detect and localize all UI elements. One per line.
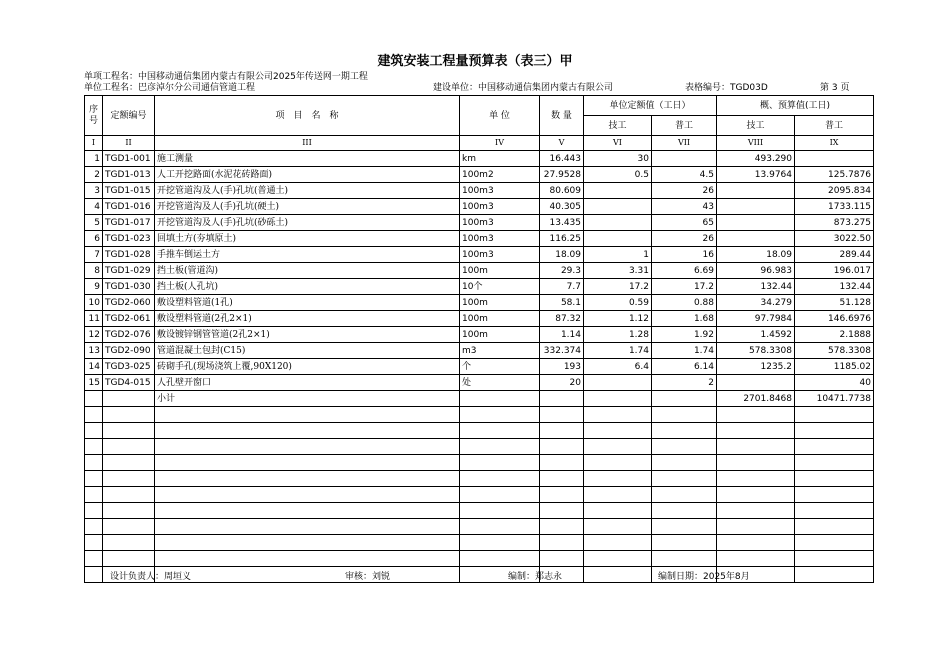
empty-cell [85, 503, 103, 519]
row-quota-skilled [584, 199, 652, 215]
row-quota-general [652, 151, 717, 167]
row-quota-general: 17.2 [652, 279, 717, 295]
row-name: 手推车倒运土方 [155, 247, 460, 263]
date: 编制日期：2025年8月 [658, 572, 750, 582]
empty-cell [103, 503, 155, 519]
row-name: 敷设塑料管道(1孔) [155, 295, 460, 311]
budget-table [84, 95, 874, 583]
row-total-general: 873.275 [795, 215, 874, 231]
form-number: 表格编号：TGD03D [685, 83, 768, 93]
empty-cell [540, 439, 584, 455]
empty-cell [795, 439, 874, 455]
empty-cell [85, 423, 103, 439]
row-total-general: 2.1888 [795, 327, 874, 343]
page-number: 第 3 页 [820, 83, 850, 93]
empty-cell [103, 487, 155, 503]
row-name: 回填土方(夯填原土) [155, 231, 460, 247]
row-qty: 40.305 [540, 199, 584, 215]
empty-cell [584, 455, 652, 471]
editor: 编制：郑志永 [508, 572, 563, 582]
row-code: TGD1-028 [103, 247, 155, 263]
empty-row [85, 455, 874, 471]
row-total-skilled: 97.7984 [717, 311, 795, 327]
row-quota-general: 0.88 [652, 295, 717, 311]
row-code: TGD2-061 [103, 311, 155, 327]
empty-cell [460, 551, 540, 567]
row-total-general: 2095.834 [795, 183, 874, 199]
row-unit: 100m3 [460, 215, 540, 231]
empty-cell [103, 391, 155, 407]
row-qty: 27.9528 [540, 167, 584, 183]
roman-7: VII [652, 136, 717, 151]
header-code: 定额编号 [103, 96, 155, 136]
empty-cell [584, 503, 652, 519]
row-name: 人孔壁开窗口 [155, 375, 460, 391]
empty-cell [795, 471, 874, 487]
empty-cell [103, 519, 155, 535]
empty-cell [540, 551, 584, 567]
row-code: TGD4-015 [103, 375, 155, 391]
header-qty: 数 量 [540, 96, 584, 136]
subtotal-row [85, 391, 874, 407]
row-total-general: 146.6976 [795, 311, 874, 327]
empty-cell [85, 471, 103, 487]
row-no: 12 [85, 327, 103, 343]
empty-row [85, 551, 874, 567]
empty-cell [155, 551, 460, 567]
roman-8: VIII [717, 136, 795, 151]
row-unit: 100m3 [460, 247, 540, 263]
empty-cell [652, 503, 717, 519]
empty-cell [795, 519, 874, 535]
row-total-general: 289.44 [795, 247, 874, 263]
row-qty: 58.1 [540, 295, 584, 311]
row-total-skilled [717, 375, 795, 391]
empty-row [85, 423, 874, 439]
empty-cell [540, 455, 584, 471]
row-qty: 7.7 [540, 279, 584, 295]
empty-cell [795, 423, 874, 439]
empty-cell [540, 407, 584, 423]
row-total-skilled: 1235.2 [717, 359, 795, 375]
empty-cell [584, 519, 652, 535]
empty-cell [85, 567, 103, 583]
empty-cell [795, 551, 874, 567]
header-unit: 单 位 [460, 96, 540, 136]
roman-5: V [540, 136, 584, 151]
empty-cell [584, 567, 652, 583]
empty-cell [584, 551, 652, 567]
row-total-general: 196.017 [795, 263, 874, 279]
empty-cell [795, 455, 874, 471]
table-row [85, 327, 874, 343]
empty-cell [584, 471, 652, 487]
row-quota-skilled [584, 215, 652, 231]
empty-row [85, 503, 874, 519]
row-quota-general: 6.14 [652, 359, 717, 375]
empty-cell [652, 439, 717, 455]
empty-cell [155, 471, 460, 487]
empty-cell [460, 535, 540, 551]
empty-cell [85, 551, 103, 567]
table-row [85, 375, 874, 391]
empty-cell [584, 407, 652, 423]
row-total-skilled: 34.279 [717, 295, 795, 311]
empty-cell [460, 471, 540, 487]
empty-cell [103, 471, 155, 487]
row-code: TGD1-029 [103, 263, 155, 279]
row-unit: 10个 [460, 279, 540, 295]
empty-cell [540, 503, 584, 519]
empty-cell [460, 423, 540, 439]
row-total-skilled: 96.983 [717, 263, 795, 279]
reviewer: 审核：刘锐 [345, 572, 391, 582]
row-total-general: 51.128 [795, 295, 874, 311]
builder: 建设单位：中国移动通信集团内蒙古有限公司 [433, 83, 614, 93]
empty-cell [103, 407, 155, 423]
empty-cell [717, 423, 795, 439]
empty-cell [460, 503, 540, 519]
empty-cell [795, 535, 874, 551]
row-code: TGD1-001 [103, 151, 155, 167]
row-name: 挡土板(人孔坑) [155, 279, 460, 295]
empty-cell [584, 391, 652, 407]
unit-project-name: 单位工程名：巴彦淖尔分公司通信管道工程 [84, 83, 256, 93]
table-row [85, 231, 874, 247]
roman-9: IX [795, 136, 874, 151]
row-quota-general: 2 [652, 375, 717, 391]
empty-cell [717, 519, 795, 535]
designer: 设计负责人：周垣义 [110, 572, 192, 582]
empty-cell [155, 455, 460, 471]
empty-row [85, 439, 874, 455]
row-qty: 13.435 [540, 215, 584, 231]
row-total-skilled: 18.09 [717, 247, 795, 263]
row-quota-general: 16 [652, 247, 717, 263]
table-row [85, 295, 874, 311]
empty-cell [717, 407, 795, 423]
row-total-skilled: 493.290 [717, 151, 795, 167]
row-unit: 100m [460, 311, 540, 327]
empty-row [85, 487, 874, 503]
subtotal-skilled: 2701.8468 [717, 391, 795, 407]
empty-cell [460, 391, 540, 407]
empty-cell [155, 407, 460, 423]
row-quota-skilled: 1.28 [584, 327, 652, 343]
row-no: 2 [85, 167, 103, 183]
empty-cell [460, 519, 540, 535]
empty-cell [795, 567, 874, 583]
row-total-skilled [717, 231, 795, 247]
empty-cell [652, 487, 717, 503]
empty-cell [103, 423, 155, 439]
table-row [85, 199, 874, 215]
empty-cell [460, 407, 540, 423]
row-code: TGD3-025 [103, 359, 155, 375]
table-row [85, 183, 874, 199]
row-no: 15 [85, 375, 103, 391]
row-name: 管道混凝土包封(C15) [155, 343, 460, 359]
empty-cell [795, 503, 874, 519]
roman-1: I [85, 136, 103, 151]
row-unit: 处 [460, 375, 540, 391]
row-quota-skilled [584, 183, 652, 199]
empty-cell [85, 407, 103, 423]
row-no: 10 [85, 295, 103, 311]
row-qty: 20 [540, 375, 584, 391]
row-total-skilled [717, 199, 795, 215]
empty-cell [652, 423, 717, 439]
row-code: TGD1-017 [103, 215, 155, 231]
empty-cell [85, 455, 103, 471]
row-qty: 332.374 [540, 343, 584, 359]
row-qty: 16.443 [540, 151, 584, 167]
empty-cell [460, 439, 540, 455]
row-unit: 100m3 [460, 199, 540, 215]
empty-cell [103, 535, 155, 551]
empty-row [85, 407, 874, 423]
row-no: 8 [85, 263, 103, 279]
table-row [85, 167, 874, 183]
row-no: 14 [85, 359, 103, 375]
row-quota-general: 1.68 [652, 311, 717, 327]
row-total-general: 132.44 [795, 279, 874, 295]
row-code: TGD1-016 [103, 199, 155, 215]
row-no: 9 [85, 279, 103, 295]
row-unit: km [460, 151, 540, 167]
row-total-skilled: 132.44 [717, 279, 795, 295]
row-quota-skilled: 3.31 [584, 263, 652, 279]
empty-cell [652, 407, 717, 423]
header-unit-quota: 单位定额值（工日） [584, 96, 717, 116]
table-row [85, 359, 874, 375]
empty-cell [155, 519, 460, 535]
row-unit: 100m [460, 295, 540, 311]
row-code: TGD1-030 [103, 279, 155, 295]
empty-cell [717, 471, 795, 487]
empty-cell [584, 439, 652, 455]
row-quota-general: 26 [652, 231, 717, 247]
row-total-general [795, 151, 874, 167]
empty-cell [155, 439, 460, 455]
empty-cell [460, 455, 540, 471]
row-quota-general: 1.92 [652, 327, 717, 343]
row-total-general: 40 [795, 375, 874, 391]
empty-row [85, 471, 874, 487]
empty-cell [652, 471, 717, 487]
empty-cell [652, 535, 717, 551]
row-quota-general: 43 [652, 199, 717, 215]
table-row [85, 343, 874, 359]
empty-row [85, 535, 874, 551]
empty-cell [717, 535, 795, 551]
row-quota-skilled: 1.74 [584, 343, 652, 359]
row-qty: 193 [540, 359, 584, 375]
empty-cell [103, 551, 155, 567]
row-quota-general: 1.74 [652, 343, 717, 359]
empty-cell [717, 503, 795, 519]
row-unit: 个 [460, 359, 540, 375]
subtotal-label: 小计 [155, 391, 460, 407]
row-unit: 100m3 [460, 231, 540, 247]
empty-cell [717, 551, 795, 567]
roman-6: VI [584, 136, 652, 151]
row-quota-skilled: 6.4 [584, 359, 652, 375]
row-quota-general: 65 [652, 215, 717, 231]
row-unit: 100m [460, 263, 540, 279]
row-quota-skilled [584, 231, 652, 247]
row-quota-skilled: 30 [584, 151, 652, 167]
header-skilled-total: 技工 [717, 116, 795, 136]
row-quota-skilled: 0.5 [584, 167, 652, 183]
table-row [85, 263, 874, 279]
row-name: 挡土板(管道沟) [155, 263, 460, 279]
row-unit: 100m2 [460, 167, 540, 183]
empty-cell [85, 391, 103, 407]
empty-cell [652, 551, 717, 567]
row-quota-skilled: 0.59 [584, 295, 652, 311]
row-total-skilled: 13.9764 [717, 167, 795, 183]
row-code: TGD2-076 [103, 327, 155, 343]
table-row [85, 151, 874, 167]
row-code: TGD1-015 [103, 183, 155, 199]
row-no: 1 [85, 151, 103, 167]
empty-cell [717, 455, 795, 471]
row-quota-general: 26 [652, 183, 717, 199]
row-no: 13 [85, 343, 103, 359]
roman-2: II [103, 136, 155, 151]
row-name: 砖砌手孔(现场浇筑上覆,90X120) [155, 359, 460, 375]
row-total-general: 1733.115 [795, 199, 874, 215]
header-general-total: 普工 [795, 116, 874, 136]
row-qty: 18.09 [540, 247, 584, 263]
subtotal-general: 10471.7738 [795, 391, 874, 407]
empty-cell [652, 391, 717, 407]
empty-cell [460, 487, 540, 503]
row-name: 敷设镀锌钢管管道(2孔2×1) [155, 327, 460, 343]
empty-cell [652, 519, 717, 535]
row-quota-skilled: 17.2 [584, 279, 652, 295]
row-no: 3 [85, 183, 103, 199]
row-qty: 29.3 [540, 263, 584, 279]
row-total-skilled: 578.3308 [717, 343, 795, 359]
row-total-skilled [717, 215, 795, 231]
empty-cell [795, 407, 874, 423]
row-no: 5 [85, 215, 103, 231]
empty-row [85, 567, 874, 583]
empty-cell [103, 439, 155, 455]
row-quota-general: 4.5 [652, 167, 717, 183]
row-code: TGD2-090 [103, 343, 155, 359]
empty-cell [717, 439, 795, 455]
row-quota-skilled [584, 375, 652, 391]
row-qty: 116.25 [540, 231, 584, 247]
empty-cell [795, 487, 874, 503]
empty-cell [717, 487, 795, 503]
empty-cell [652, 455, 717, 471]
row-qty: 80.609 [540, 183, 584, 199]
empty-cell [155, 535, 460, 551]
row-unit: m3 [460, 343, 540, 359]
table-row [85, 279, 874, 295]
row-qty: 1.14 [540, 327, 584, 343]
empty-cell [540, 519, 584, 535]
row-name: 开挖管道沟及人(手)孔坑(砂砾土) [155, 215, 460, 231]
project-name: 单项工程名：中国移动通信集团内蒙古有限公司2025年传送网一期工程 [84, 72, 368, 82]
empty-cell [155, 423, 460, 439]
header-item: 项 目 名 称 [155, 96, 460, 136]
empty-cell [584, 535, 652, 551]
row-name: 施工测量 [155, 151, 460, 167]
row-total-skilled: 1.4592 [717, 327, 795, 343]
row-total-general: 578.3308 [795, 343, 874, 359]
empty-cell [155, 487, 460, 503]
header-general: 普工 [652, 116, 717, 136]
empty-cell [540, 391, 584, 407]
table-row [85, 247, 874, 263]
row-code: TGD1-023 [103, 231, 155, 247]
row-no: 11 [85, 311, 103, 327]
empty-cell [540, 535, 584, 551]
row-unit: 100m3 [460, 183, 540, 199]
empty-cell [85, 487, 103, 503]
empty-cell [584, 487, 652, 503]
empty-cell [155, 503, 460, 519]
row-unit: 100m [460, 327, 540, 343]
empty-cell [155, 567, 460, 583]
row-quota-general: 6.69 [652, 263, 717, 279]
header-total: 概、预算值(工日) [717, 96, 874, 116]
row-total-general: 1185.02 [795, 359, 874, 375]
row-total-general: 125.7876 [795, 167, 874, 183]
row-name: 人工开挖路面(水泥花砖路面) [155, 167, 460, 183]
page-title: 建筑安装工程量预算表（表三）甲 [377, 54, 573, 69]
empty-cell [584, 423, 652, 439]
empty-row [85, 519, 874, 535]
row-name: 开挖管道沟及人(手)孔坑(普通土) [155, 183, 460, 199]
empty-cell [85, 519, 103, 535]
row-no: 4 [85, 199, 103, 215]
row-name: 开挖管道沟及人(手)孔坑(硬土) [155, 199, 460, 215]
header-seq: 序号 [85, 96, 103, 136]
row-code: TGD1-013 [103, 167, 155, 183]
row-qty: 87.32 [540, 311, 584, 327]
row-quota-skilled: 1.12 [584, 311, 652, 327]
row-total-general: 3022.50 [795, 231, 874, 247]
empty-cell [85, 439, 103, 455]
row-no: 6 [85, 231, 103, 247]
empty-cell [540, 487, 584, 503]
empty-cell [540, 471, 584, 487]
row-name: 敷设塑料管道(2孔2×1) [155, 311, 460, 327]
row-quota-skilled: 1 [584, 247, 652, 263]
roman-4: IV [460, 136, 540, 151]
header-skilled: 技工 [584, 116, 652, 136]
row-code: TGD2-060 [103, 295, 155, 311]
roman-3: III [155, 136, 460, 151]
row-no: 7 [85, 247, 103, 263]
empty-cell [85, 535, 103, 551]
table-row [85, 215, 874, 231]
row-total-skilled [717, 183, 795, 199]
table-row [85, 311, 874, 327]
empty-cell [103, 455, 155, 471]
empty-cell [540, 423, 584, 439]
